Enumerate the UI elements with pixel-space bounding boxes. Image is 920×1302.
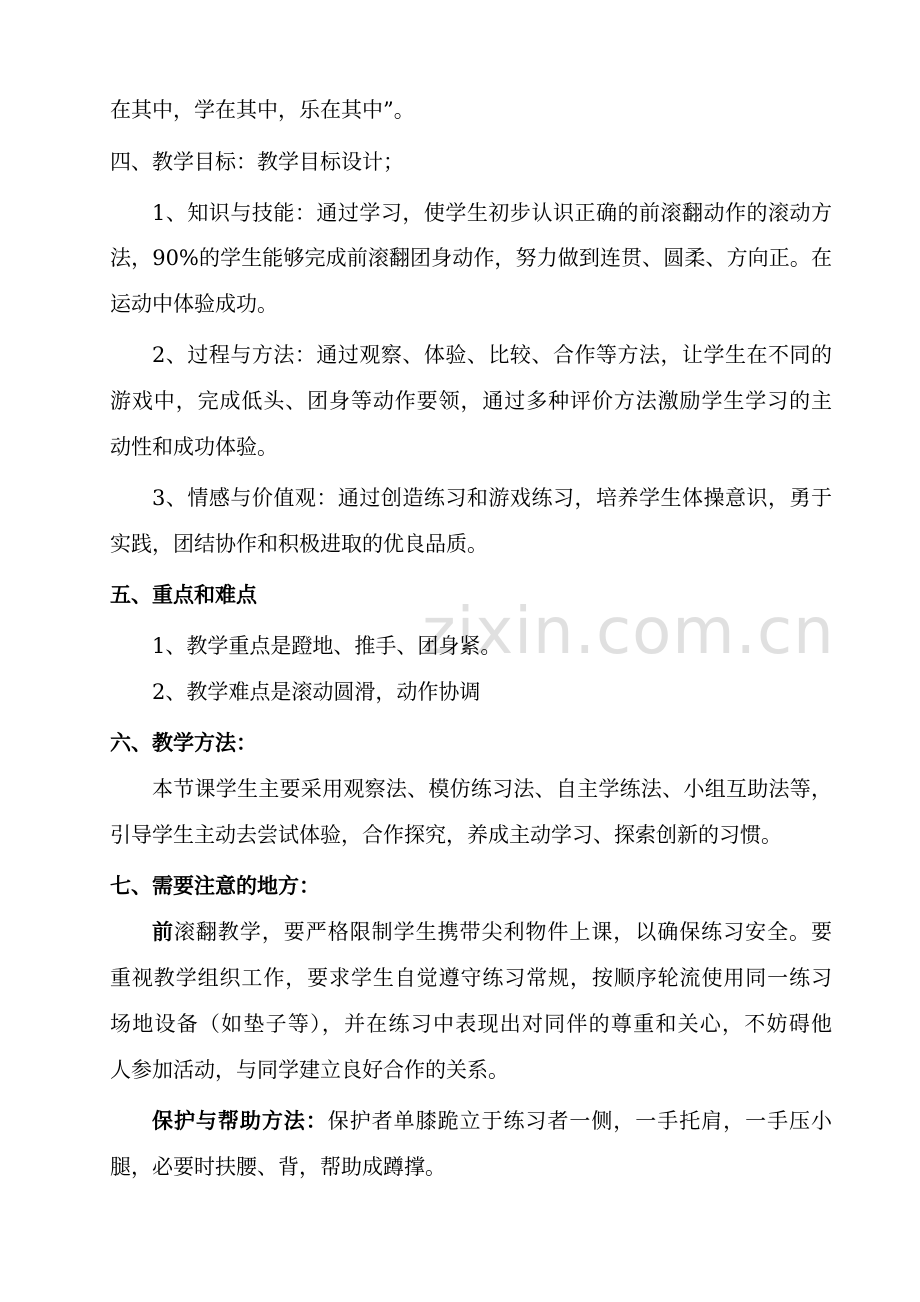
section-4-item-2-line-2: 游戏中，完成低头、团身等动作要领，通过多种评价方法激励学生学习的主 [110, 389, 832, 413]
section-7-para-2-line-2: 腿，必要时扶腰、背，帮助成蹲撑。 [110, 1155, 446, 1179]
section-4-item-2-line-3: 动性和成功体验。 [110, 435, 278, 459]
section-4-item-3-line-1: 3、情感与价值观：通过创造练习和游戏练习，培养学生体操意识，勇于 [152, 486, 832, 510]
section-4-item-3-line-2: 实践，团结协作和积极进取的优良品质。 [110, 532, 488, 556]
section-6-line-1: 本节课学生主要采用观察法、模仿练习法、自主学练法、小组互助法等， [152, 777, 832, 801]
watermark: zixin.com.cn [422, 595, 835, 669]
section-5-heading: 五、重点和难点 [110, 582, 257, 607]
para-2-bold-label: 保护与帮助方法： [152, 1108, 328, 1133]
section-4-item-1-line-1: 1、知识与技能：通过学习，使学生初步认识正确的前滚翻动作的滚动方 [152, 201, 832, 225]
section-4-item-2-line-1: 2、过程与方法：通过观察、体验、比较、合作等方法，让学生在不同的 [152, 343, 832, 367]
section-4-item-1-line-2: 法，90%的学生能够完成前滚翻团身动作，努力做到连贯、圆柔、方向正。在 [110, 246, 832, 270]
section-6-line-2: 引导学生主动去尝试体验，合作探究，养成主动学习、探索创新的习惯。 [110, 823, 782, 847]
para-1-line-1-rest: 滚翻教学，要严格限制学生携带尖利物件上课，以确保练习安全。要 [173, 920, 832, 944]
section-4-heading: 四、教学目标：教学目标设计； [110, 150, 404, 174]
para-2-line-1-rest: 保护者单膝跪立于练习者一侧，一手托肩，一手压小 [327, 1109, 832, 1133]
section-5-item-2: 2、教学难点是滚动圆滑，动作协调 [152, 680, 481, 704]
section-7-heading: 七、需要注意的地方： [110, 873, 320, 898]
continuation-line: 在其中，学在其中，乐在其中”。 [110, 98, 415, 122]
section-7-para-1-line-3: 场地设备（如垫子等），并在练习中表现出对同伴的尊重和关心，不妨碍他 [110, 1012, 832, 1036]
section-6-heading: 六、教学方法： [110, 730, 257, 755]
section-7-para-1-line-4: 人参加活动，与同学建立良好合作的关系。 [110, 1058, 509, 1082]
section-5-item-1: 1、教学重点是蹬地、推手、团身紧。 [152, 634, 502, 658]
para-1-bold-start: 前 [152, 919, 174, 944]
section-4-item-1-line-3: 运动中体验成功。 [110, 292, 278, 316]
section-7-para-1-line-2: 重视教学组织工作，要求学生自觉遵守练习常规，按顺序轮流使用同一练习 [110, 966, 832, 990]
section-7-para-1-line-1 [152, 918, 832, 946]
section-7-para-2-line-1 [152, 1107, 832, 1135]
